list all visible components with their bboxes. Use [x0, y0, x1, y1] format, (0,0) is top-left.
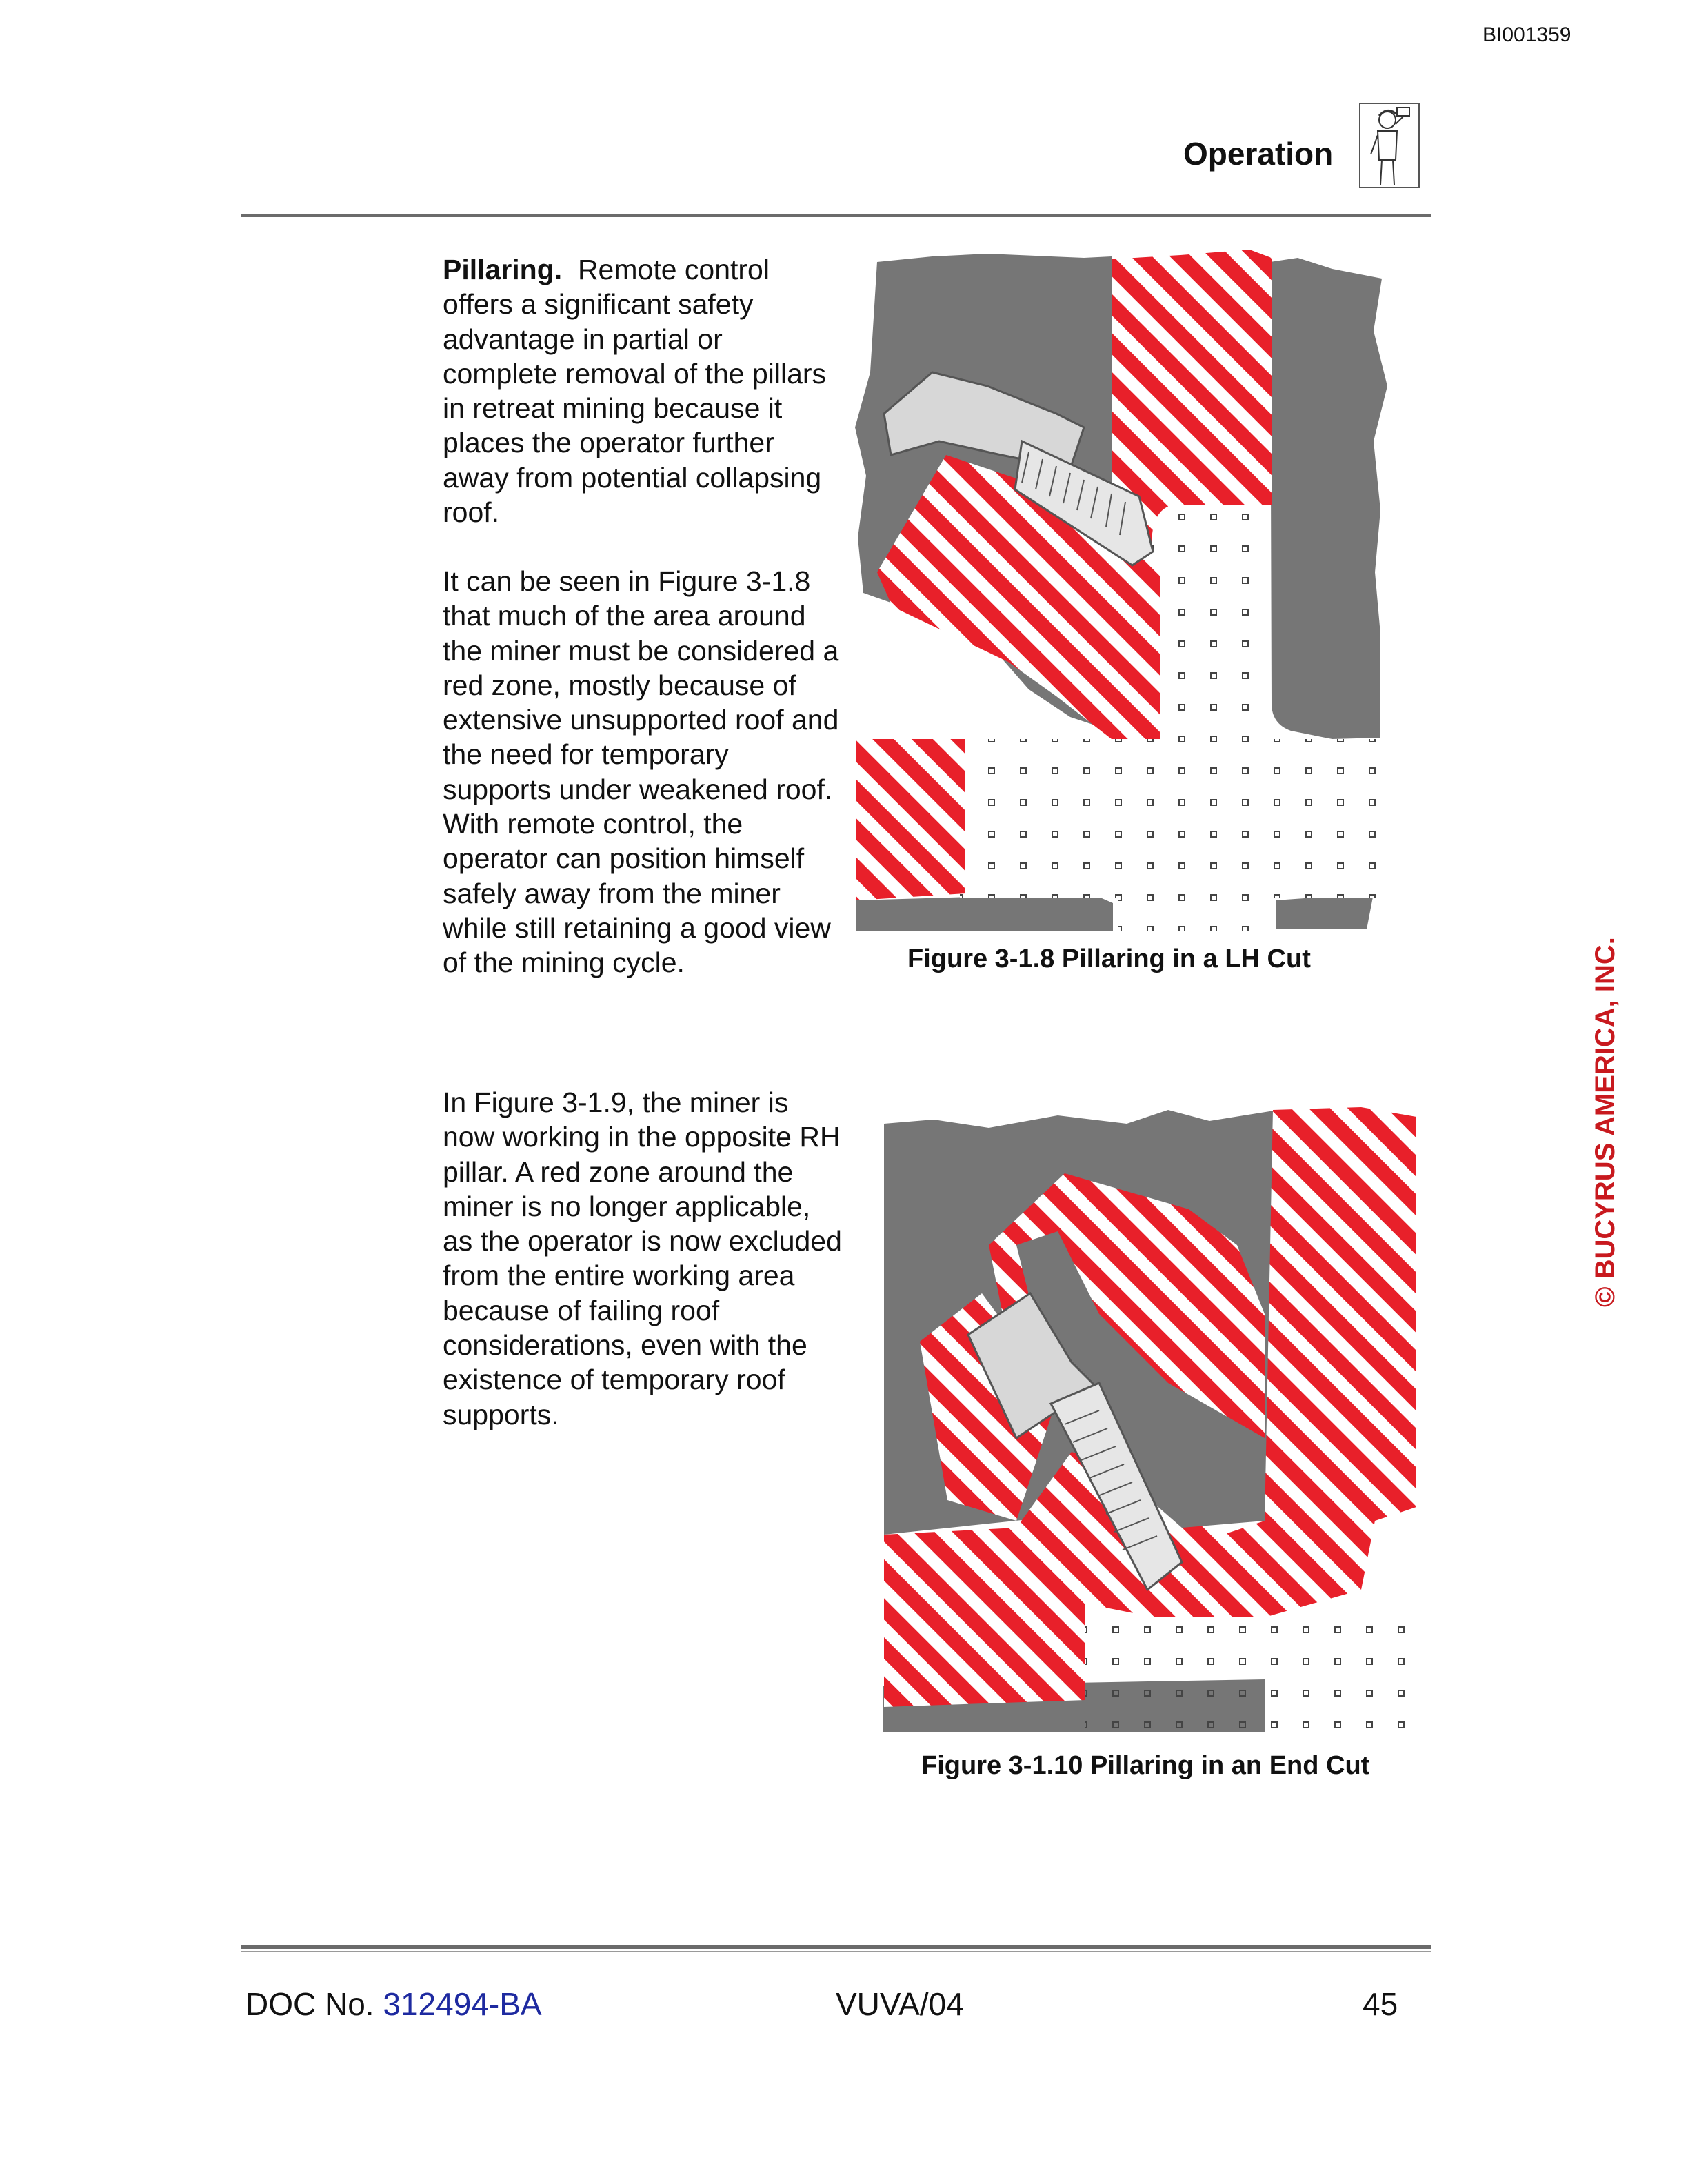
paragraph-pillaring: [443, 252, 843, 529]
copyright-notice: © BUCYRUS AMERICA, INC.: [1590, 937, 1620, 1307]
doc-number: 312494-BA: [383, 1986, 542, 2022]
footer-rule: [241, 1945, 1431, 1949]
figure-caption: Figure 3-1.10 Pillaring in an End Cut: [921, 1751, 1370, 1780]
footer-revision: VUVA/04: [836, 1986, 964, 2022]
figure-pillaring-lh-cut: [850, 248, 1387, 938]
section-title: Operation: [1183, 136, 1334, 172]
doc-label: DOC No.: [245, 1986, 374, 2022]
figure-caption: Figure 3-1.8 Pillaring in a LH Cut: [907, 944, 1311, 973]
paragraph-red-zone: It can be seen in Figure 3-1.8 that much of the area around the miner must be considered a red zone, mostly because of extensive unsupported roof and the need for temporary supports under weakened roof. With remote control, the operator can position himself safely away from the miner while still retaining a good view of the mining cycle.: [443, 565, 839, 979]
footer-rule-thin: [241, 1951, 1431, 1952]
page-number: 45: [1363, 1986, 1398, 2022]
header-rule: [241, 214, 1431, 217]
footer-doc-number: [245, 1985, 542, 2023]
paragraph-text: Remote control offers a significant safety advantage in partial or complete removal of the pillars in retreat mining because it places the operator further away from potential collapsing roof.: [443, 254, 827, 529]
figure-pillaring-end-cut: [878, 1107, 1430, 1752]
paragraph-rh-pillar: In Figure 3-1.9, the miner is now working in the opposite RH pillar. A red zone around the miner is no longer applicable, as the operator is now excluded from the entire working area because of failing roof considerations, even with the existence of temporary roof supports.: [443, 1086, 842, 1430]
paragraph-heading: Pillaring.: [443, 254, 563, 285]
document-id: BI001359: [1483, 23, 1571, 46]
operator-with-remote-icon: [1357, 101, 1422, 190]
